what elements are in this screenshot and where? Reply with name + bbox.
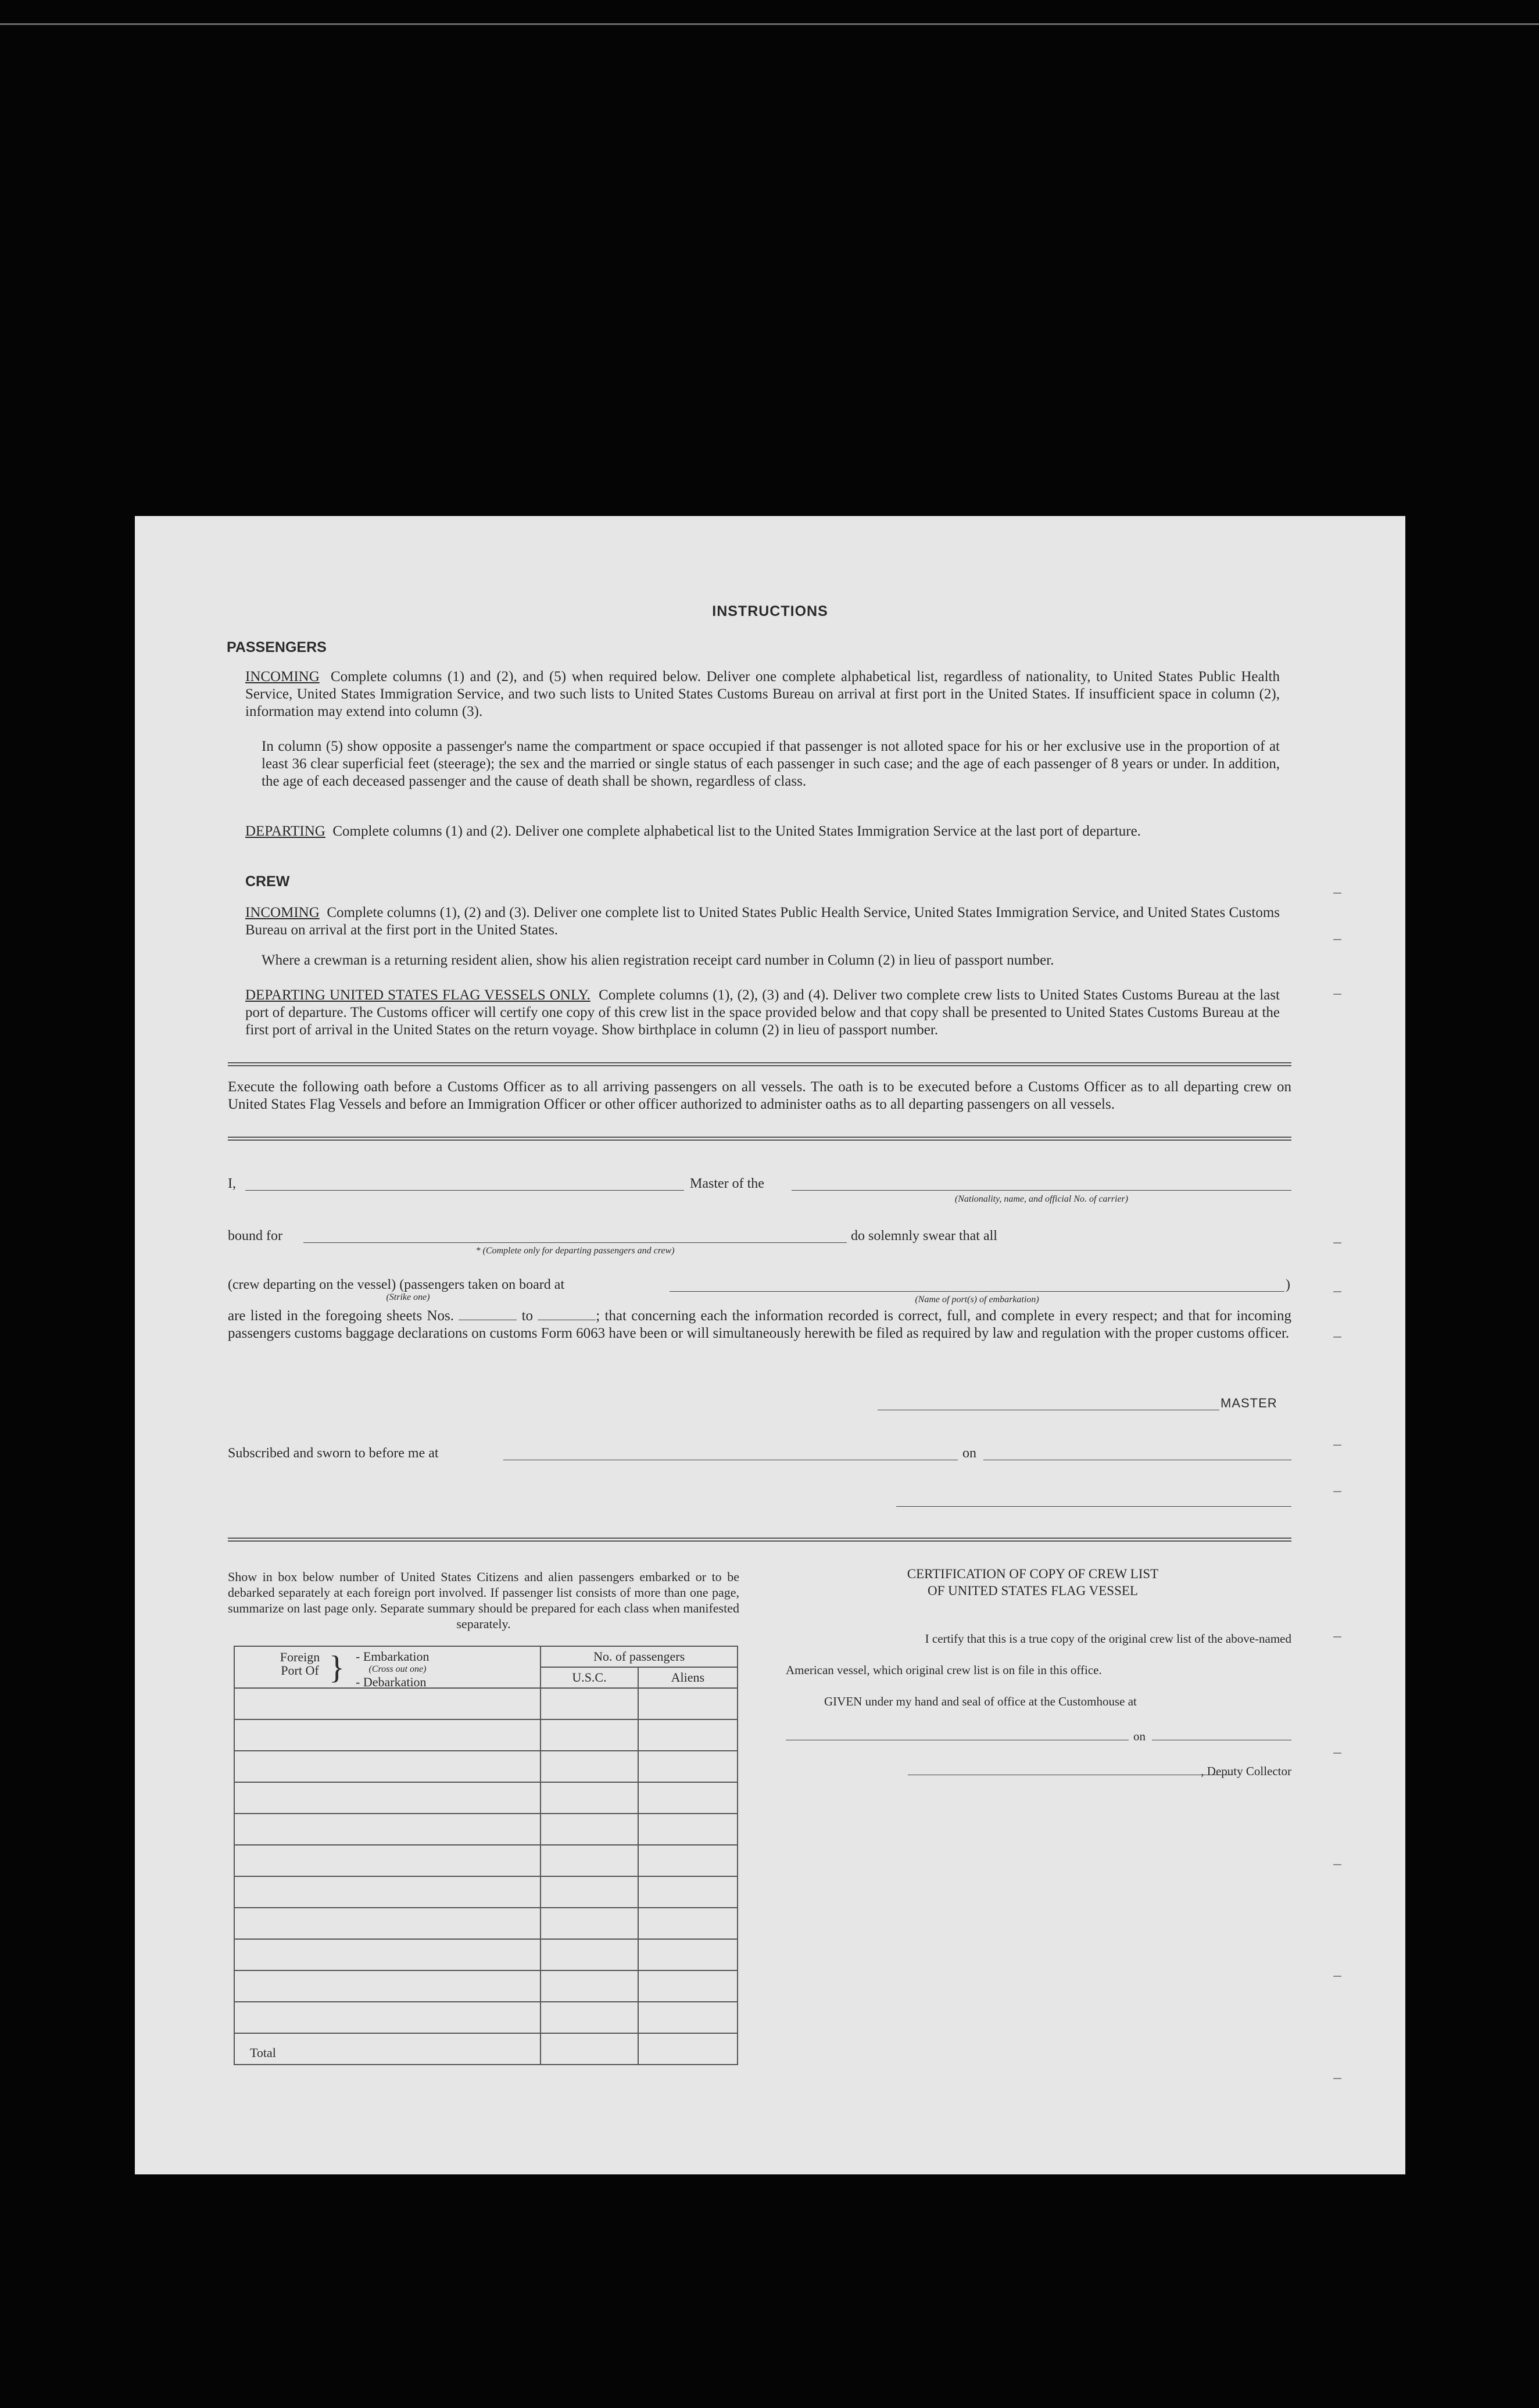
margin-mark xyxy=(1333,1976,1341,1977)
aliens-cell[interactable] xyxy=(638,1688,738,1719)
summary-row xyxy=(234,1845,738,1876)
oath-intro-paragraph: Execute the following oath before a Customs Officer as to all arriving passengers on all vessels. The oath is to be executed before a Customs Officer as to all departing crew on United States Flag Vessels and before an Immigration Officer or other officer authorized to administer oaths as to all departing passengers on all vessels. xyxy=(228,1079,1291,1112)
cross-out-caption: (Cross out one) xyxy=(368,1664,427,1674)
instructions-title: INSTRUCTIONS xyxy=(712,603,828,619)
aliens-cell[interactable] xyxy=(638,1751,738,1782)
port-cell[interactable] xyxy=(234,1719,541,1751)
usc-cell[interactable] xyxy=(541,1939,638,1970)
usc-header: U.S.C. xyxy=(541,1667,638,1688)
summary-row xyxy=(234,1908,738,1939)
margin-mark xyxy=(1333,1445,1341,1446)
total-usc-cell[interactable] xyxy=(541,2033,638,2065)
listed-prefix: are listed in the foregoing sheets Nos. xyxy=(228,1308,454,1324)
listed-continuation: ; that concerning each the information recorded is correct, full, and complete in every respect; and that for incoming passengers customs baggage declarations on customs Form 6063 have been or will simultaneously herewith be filed as required by law and regulation with the proper customs officer. xyxy=(228,1308,1292,1341)
crew-incoming-label: INCOMING xyxy=(245,905,320,920)
total-aliens-cell[interactable] xyxy=(638,2033,738,2065)
passengers-incoming-label: INCOMING xyxy=(245,669,320,685)
embarkation-label: - Embarkation xyxy=(356,1649,430,1664)
port-cell[interactable] xyxy=(234,1814,541,1845)
divider-double-2 xyxy=(228,1137,1291,1141)
summary-instruction: Show in box below number of United States Citizens and alien passengers embarked or to be debarked separately at each foreign port involved. If passenger list consists of more than one page, summarize on last page only. Separate summary should be prepared for each class when manifested separately. xyxy=(228,1569,739,1631)
aliens-cell[interactable] xyxy=(638,1782,738,1814)
summary-row xyxy=(234,1782,738,1814)
master-name-field[interactable] xyxy=(245,1190,684,1191)
summary-row xyxy=(234,1688,738,1719)
crew-incoming-text: Complete columns (1), (2) and (3). Deliver one complete list to United States Public Health Service, United States Immigration Service, and United States Customs Bureau on arrival at the first port in the United States. xyxy=(245,905,1280,938)
port-cell[interactable] xyxy=(234,2002,541,2033)
subscribed-on-label: on xyxy=(962,1446,976,1461)
embarkation-ports-field[interactable] xyxy=(670,1291,1284,1292)
certify-line2: American vessel, which original crew list is on file in this office. xyxy=(786,1663,1102,1677)
crew-resident-paragraph: Where a crewman is a returning resident alien, show his alien registration receipt card number in Column (2) in lieu of passport number. xyxy=(262,952,1054,968)
master-label: MASTER xyxy=(1221,1396,1277,1410)
carrier-field[interactable] xyxy=(792,1190,1291,1191)
summary-row xyxy=(234,1814,738,1845)
certification-title xyxy=(774,1565,1291,1599)
summary-total-row xyxy=(234,2033,738,2065)
aliens-cell[interactable] xyxy=(638,1970,738,2002)
usc-cell[interactable] xyxy=(541,1845,638,1876)
usc-cell[interactable] xyxy=(541,1970,638,2002)
usc-cell[interactable] xyxy=(541,1719,638,1751)
usc-cell[interactable] xyxy=(541,1782,638,1814)
aliens-header: Aliens xyxy=(638,1667,738,1688)
passengers-incoming-paragraph xyxy=(245,668,1280,721)
port-cell[interactable] xyxy=(234,1751,541,1782)
certification-title-line1: CERTIFICATION OF COPY OF CREW LIST xyxy=(907,1567,1159,1581)
divider-double-3 xyxy=(228,1538,1291,1542)
no-passengers-header: No. of passengers xyxy=(541,1646,738,1667)
usc-cell[interactable] xyxy=(541,1876,638,1908)
brace-icon: } xyxy=(329,1650,345,1686)
aliens-cell[interactable] xyxy=(638,1939,738,1970)
aliens-cell[interactable] xyxy=(638,1908,738,1939)
passengers-departing-paragraph xyxy=(245,823,1280,840)
margin-mark xyxy=(1333,1242,1341,1244)
port-cell[interactable] xyxy=(234,1939,541,1970)
margin-mark xyxy=(1333,1336,1341,1338)
summary-row xyxy=(234,1939,738,1970)
crew-departing-paragraph xyxy=(245,987,1280,1039)
usc-cell[interactable] xyxy=(541,1814,638,1845)
margin-mark xyxy=(1333,893,1341,894)
summary-row xyxy=(234,1970,738,2002)
summary-row xyxy=(234,1751,738,1782)
aliens-cell[interactable] xyxy=(638,1814,738,1845)
aliens-cell[interactable] xyxy=(638,2002,738,2033)
margin-mark xyxy=(1333,994,1341,995)
oath-i-label: I, xyxy=(228,1176,236,1191)
subscribed-label: Subscribed and sworn to before me at xyxy=(228,1446,439,1461)
passengers-departing-label: DEPARTING xyxy=(245,823,325,839)
debarkation-label: - Debarkation xyxy=(356,1675,427,1689)
passengers-incoming-text: Complete columns (1) and (2), and (5) when required below. Deliver one complete alphabetical list, regardless of nationality, to United States Public Health Service, United States Immigration Service, and two such lists to United States Customs Bureau on arrival at first port in the United States. If insufficient space in column (2), information may extend into column (3). xyxy=(245,669,1280,719)
aliens-cell[interactable] xyxy=(638,1719,738,1751)
foreign-port-label: Foreign Port Of xyxy=(280,1650,320,1678)
margin-mark xyxy=(1333,1864,1341,1865)
certification-title-line2: OF UNITED STATES FLAG VESSEL xyxy=(928,1583,1138,1598)
usc-cell[interactable] xyxy=(541,1688,638,1719)
listed-to: to xyxy=(521,1308,534,1324)
deputy-collector-label: , Deputy Collector xyxy=(1201,1764,1291,1778)
certify-line1: I certify that this is a true copy of the original crew list of the above-named xyxy=(925,1632,1291,1646)
document-page xyxy=(135,516,1405,2174)
given-text: GIVEN under my hand and seal of office at the Customhouse at xyxy=(824,1694,1137,1708)
passengers-departing-text: Complete columns (1) and (2). Deliver one complete alphabetical list to the United States Immigration Service at the last port of departure. xyxy=(332,823,1141,839)
bound-for-field[interactable] xyxy=(303,1242,847,1243)
port-cell[interactable] xyxy=(234,1970,541,2002)
listed-paragraph xyxy=(228,1307,1291,1342)
strike-one-caption: (Strike one) xyxy=(386,1292,430,1302)
summary-table xyxy=(234,1646,738,2065)
margin-mark xyxy=(1333,939,1341,940)
master-of-the-label: Master of the xyxy=(690,1176,764,1191)
summary-row xyxy=(234,2002,738,2033)
crew-incoming-paragraph xyxy=(245,904,1280,939)
passengers-column5-paragraph: In column (5) show opposite a passenger's name the compartment or space occupied if that passenger is not alloted space for his or her exclusive use in the proportion of at least 36 clear superficial feet (steerage); the sex and the married or single status of each passenger in such case; and the age of each passenger of 8 years or under. In addition, the age of each deceased passenger and the cause of death shall be shown, regardless of class. xyxy=(262,739,1280,789)
sheet-from-field[interactable] xyxy=(459,1309,517,1320)
port-cell[interactable] xyxy=(234,1845,541,1876)
certification-on-label: on xyxy=(1133,1729,1146,1743)
crew-departing-label: DEPARTING UNITED STATES FLAG VESSELS ONLY. xyxy=(245,987,590,1003)
usc-cell[interactable] xyxy=(541,2002,638,2033)
aliens-cell[interactable] xyxy=(638,1876,738,1908)
divider-double-1 xyxy=(228,1062,1291,1066)
carrier-caption: (Nationality, name, and official No. of carrier) xyxy=(954,1194,1129,1204)
margin-mark xyxy=(1333,1753,1341,1754)
margin-mark xyxy=(1333,1636,1341,1637)
margin-mark xyxy=(1333,2078,1341,2079)
ports-caption: (Name of port(s) of embarkation) xyxy=(915,1295,1039,1305)
crew-departing-text: Complete columns (1), (2), (3) and (4). Deliver two complete crew lists to United States Customs Bureau at the last port of departure. The Customs officer will certify one copy of this crew list in the space provided below and that copy shall be presented to United States Customs Bureau at the first port of arrival in the United States on the return voyage. Show birthplace in column (2) in lieu of passport number. xyxy=(245,987,1280,1038)
summary-row xyxy=(234,1719,738,1751)
port-cell[interactable] xyxy=(234,1782,541,1814)
passengers-heading: PASSENGERS xyxy=(227,639,327,655)
top-border-line xyxy=(0,23,1539,25)
port-cell[interactable] xyxy=(234,1688,541,1719)
margin-mark xyxy=(1333,1291,1341,1292)
summary-row xyxy=(234,1876,738,1908)
bound-for-caption: * (Complete only for departing passengers and crew) xyxy=(475,1246,675,1256)
port-cell[interactable] xyxy=(234,1876,541,1908)
port-header-cell xyxy=(234,1646,541,1688)
total-label: Total xyxy=(234,2033,541,2065)
port-cell[interactable] xyxy=(234,1908,541,1939)
bound-for-label: bound for xyxy=(228,1228,282,1244)
aliens-cell[interactable] xyxy=(638,1845,738,1876)
sheet-to-field[interactable] xyxy=(538,1309,596,1320)
officer-signature-field[interactable] xyxy=(896,1506,1291,1507)
swear-text: do solemnly swear that all xyxy=(851,1228,997,1244)
usc-cell[interactable] xyxy=(541,1908,638,1939)
margin-mark xyxy=(1333,1491,1341,1492)
crew-passengers-label: (crew departing on the vessel) (passengers taken on board at xyxy=(228,1277,565,1292)
usc-cell[interactable] xyxy=(541,1751,638,1782)
crew-heading: CREW xyxy=(245,873,290,890)
close-paren: ) xyxy=(1286,1277,1290,1292)
